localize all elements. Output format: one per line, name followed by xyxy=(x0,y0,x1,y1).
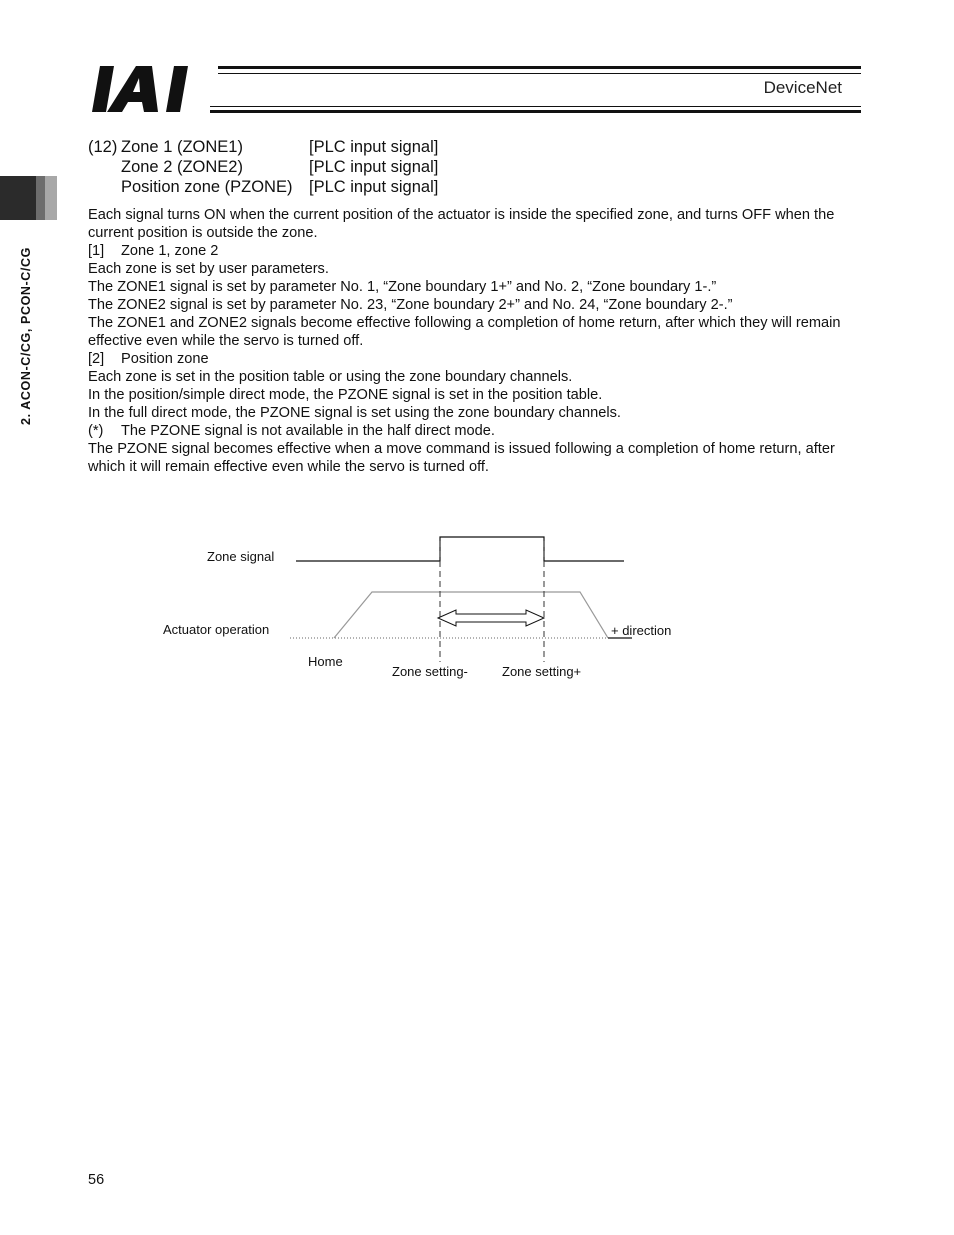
body-line: The ZONE1 signal is set by parameter No. 1, “Zone boundary 1+” and No. 2, “Zone boundary 1-.” xyxy=(88,279,717,295)
closing-paragraph: The PZONE signal becomes effective when a move command is issued following a completion of home return, after which it will remain effective even while the servo is turned off. xyxy=(88,441,835,475)
body-line: Each zone is set by user parameters. xyxy=(88,261,329,277)
zone-range-arrow xyxy=(438,610,544,626)
signal-name: Zone 1 (ZONE1) xyxy=(121,138,243,156)
intro-paragraph: Each signal turns ON when the current position of the actuator is inside the specified zone, and turns OFF when the current position is outside the zone. xyxy=(88,207,835,241)
signal-type: [PLC input signal] xyxy=(309,138,439,156)
signal-name: Zone 2 (ZONE2) xyxy=(121,158,243,176)
page-number: 56 xyxy=(88,1172,105,1188)
zone-setting-plus-label: Zone setting+ xyxy=(502,664,582,679)
subheading-number: [1] xyxy=(88,243,105,259)
body-line: In the position/simple direct mode, the PZONE signal is set in the position table. xyxy=(88,387,603,403)
note-mark: (*) xyxy=(88,423,104,439)
body-line: In the full direct mode, the PZONE signal is set using the zone boundary channels. xyxy=(88,405,621,421)
zone-signal-label: Zone signal xyxy=(207,549,275,564)
subheading-title: Zone 1, zone 2 xyxy=(121,243,219,259)
actuator-operation-label: Actuator operation xyxy=(163,622,270,637)
body-line: The ZONE1 and ZONE2 signals become effective following a completion of home return, after which they will remain effective even while the servo is turned off. xyxy=(88,315,841,349)
header-title: DeviceNet xyxy=(763,78,842,97)
chapter-label: 2. ACON-C/CG, PCON-C/CG xyxy=(19,247,33,425)
signal-type: [PLC input signal] xyxy=(309,178,439,196)
direction-label: + direction xyxy=(611,623,672,638)
section-number: (12) xyxy=(88,138,118,156)
signal-name: Position zone (PZONE) xyxy=(121,178,293,196)
subheading-title: Position zone xyxy=(121,351,209,367)
subheading-number: [2] xyxy=(88,351,105,367)
zone-signal-waveform xyxy=(296,537,624,561)
zone-setting-minus-label: Zone setting- xyxy=(392,664,468,679)
body-line: The ZONE2 signal is set by parameter No. 23, “Zone boundary 2+” and No. 24, “Zone boundary 2-.” xyxy=(88,297,733,313)
body-line: Each zone is set in the position table or using the zone boundary channels. xyxy=(88,369,573,385)
note-text: The PZONE signal is not available in the half direct mode. xyxy=(121,423,495,439)
signal-type: [PLC input signal] xyxy=(309,158,439,176)
home-label: Home xyxy=(308,654,343,669)
